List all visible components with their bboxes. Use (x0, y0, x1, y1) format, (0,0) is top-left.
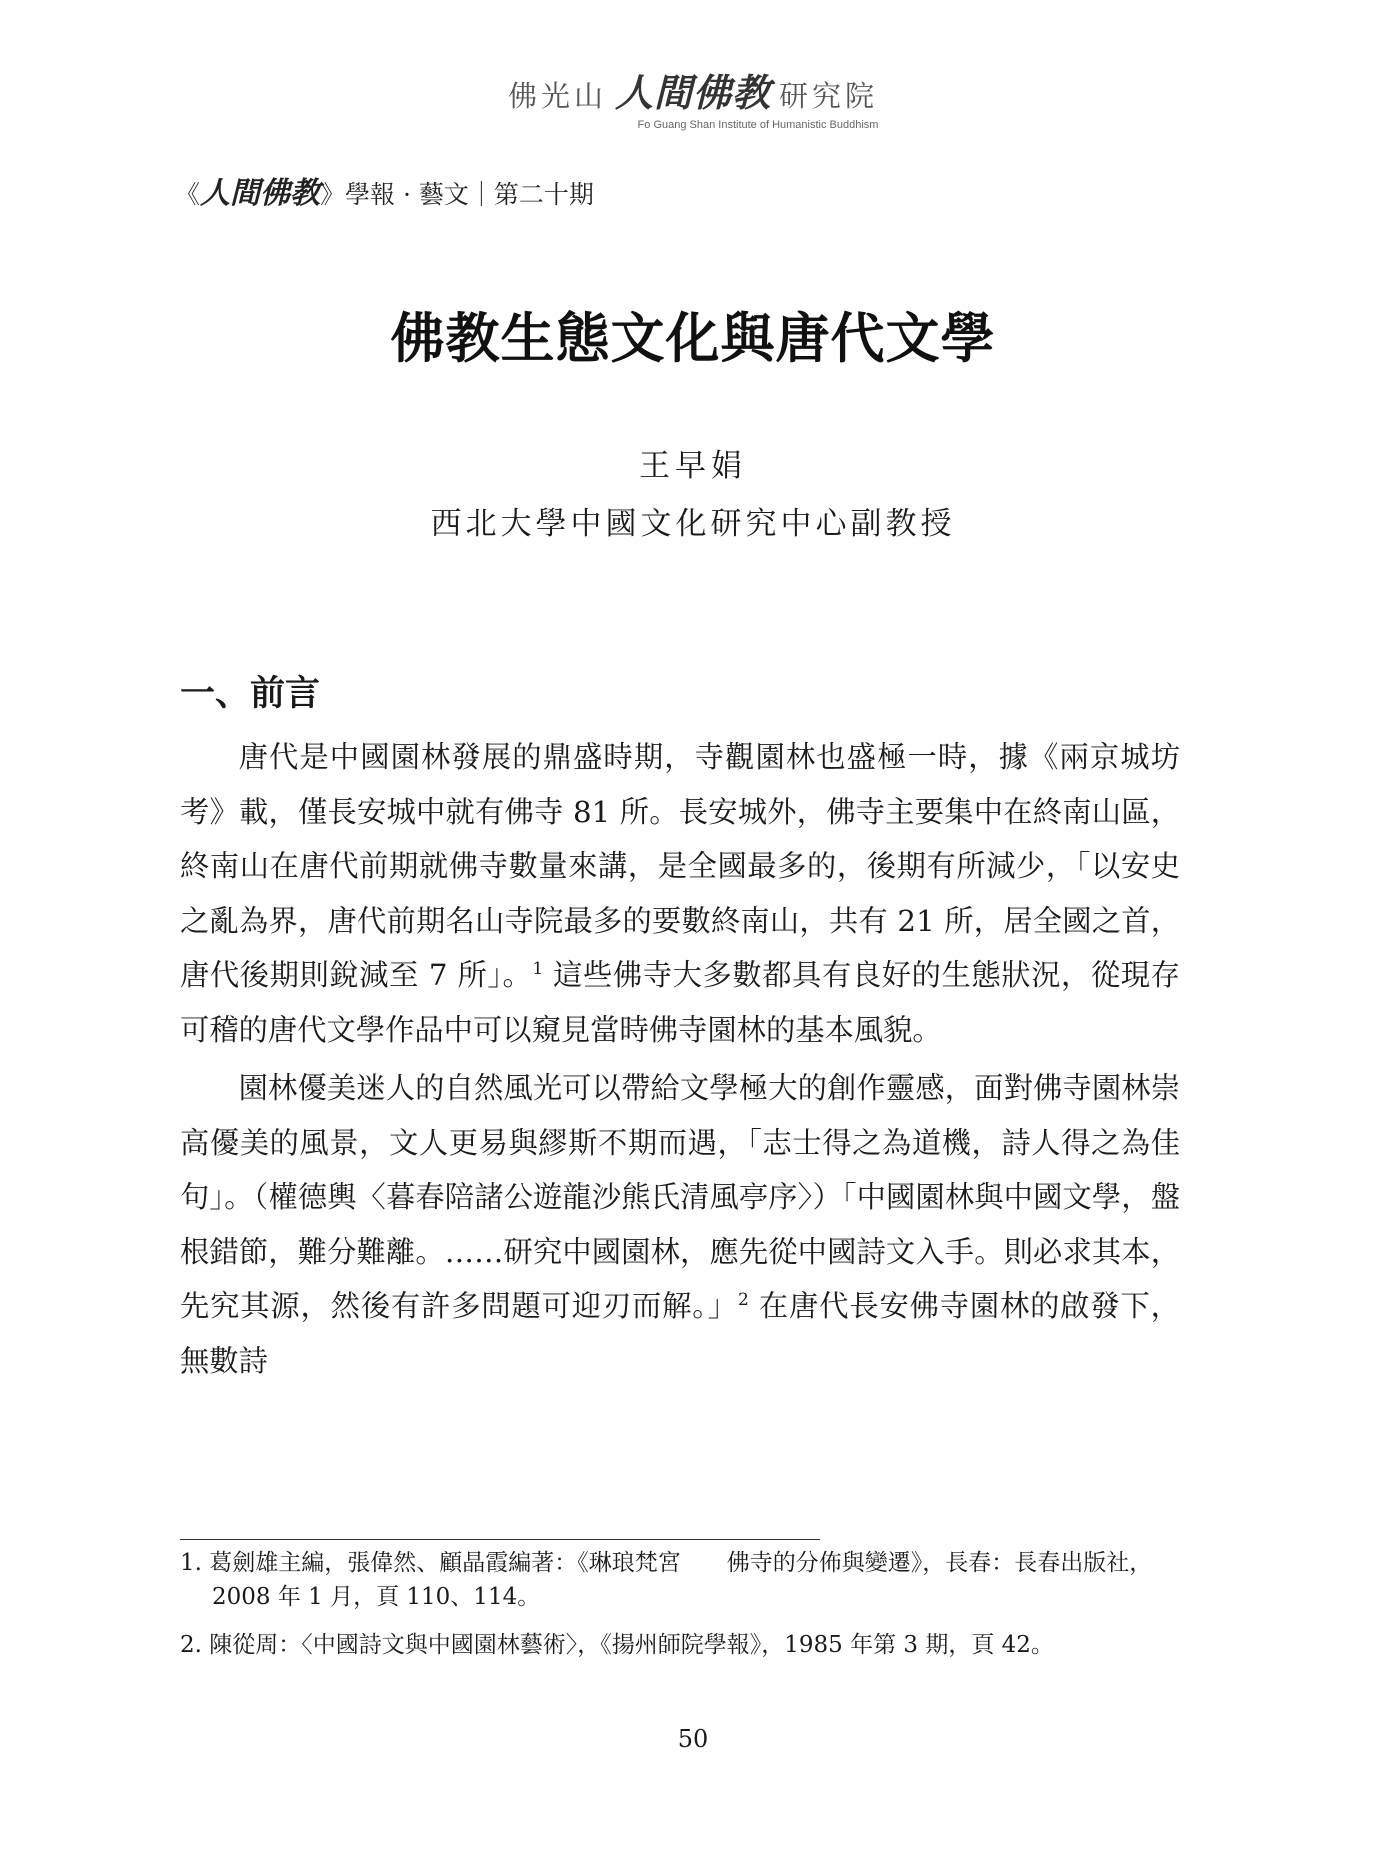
author-affiliation: 西北大學中國文化研究中心副教授 (430, 506, 956, 542)
footnote-divider (180, 1539, 820, 1540)
article-title: 佛教生態文化與唐代文學 (390, 306, 996, 370)
body-paragraph (180, 1061, 1180, 1388)
footnote (180, 1628, 1170, 1662)
institute-header (0, 62, 1386, 131)
footnote-text: 1. 葛劍雄主編，張偉然、顧晶霞編著：《琳琅梵宮 佛寺的分佈與變遷》，長春：長春出版社，2008 年 1 月，頁 110、114。 (180, 1550, 1153, 1610)
running-head-brand: 人間佛教 (200, 176, 321, 211)
paragraph-text: 在唐代長安佛寺園林的啟發下，無數詩 (180, 1289, 1180, 1378)
running-head (175, 168, 594, 212)
footnote-ref[interactable]: 2 (737, 1290, 749, 1311)
page-number: 50 (677, 1725, 709, 1753)
footnote-ref[interactable]: 1 (532, 959, 544, 980)
institute-prefix: 佛光山 (507, 79, 607, 113)
article-body (180, 730, 1180, 1392)
paragraph-text: 園林優美迷人的自然風光可以帶給文學極大的創作靈感，面對佛寺園林崇高優美的風景，文人更易與繆斯不期而遇，「志士得之為道機，詩人得之為佳句」。（權德輿〈暮春陪諸公遊龍沙熊氏清風亭序〉）「中國園林與中國文學，盤根錯節，難分難離。……研究中國園林，應先從中國詩文入手。則必求其本，先究其源，然後有許多問題可迎刃而解。」 (180, 1071, 1180, 1323)
body-paragraph (180, 730, 1180, 1057)
institute-suffix: 研究院 (779, 79, 879, 113)
institute-name (0, 62, 1386, 117)
section-heading: 一、前言 (180, 673, 321, 714)
paragraph-text: 這些佛寺大多數都具有良好的生態狀況，從現存可稽的唐代文學作品中可以窺見當時佛寺園林的基本風貌。 (180, 958, 1180, 1047)
institute-english-name: Fo Guang Shan Institute of Humanistic Buddhism (637, 119, 879, 131)
running-head-open: 《 (175, 180, 201, 209)
running-head-rest: 》學報 · 藝文｜第二十期 (320, 180, 594, 209)
footnote-text: 2. 陳從周：〈中國詩文與中國園林藝術〉，《揚州師院學報》，1985 年第 3 期，頁 42。 (180, 1632, 1054, 1658)
institute-brand-logo: 人間佛教 (614, 70, 771, 115)
footnote (180, 1546, 1170, 1614)
author-name: 王早娟 (639, 448, 747, 484)
paragraph-text: 唐代是中國園林發展的鼎盛時期，寺觀園林也盛極一時，據《兩京城坊考》載，僅長安城中就有佛寺 81 所。長安城外，佛寺主要集中在終南山區，終南山在唐代前期就佛寺數量來講，是全國最多的，後期有所減少，「以安史之亂為界，唐代前期名山寺院最多的要數終南山，共有 21 所，居全國之首，唐代後期則銳減至 7 所」。 (180, 740, 1180, 992)
